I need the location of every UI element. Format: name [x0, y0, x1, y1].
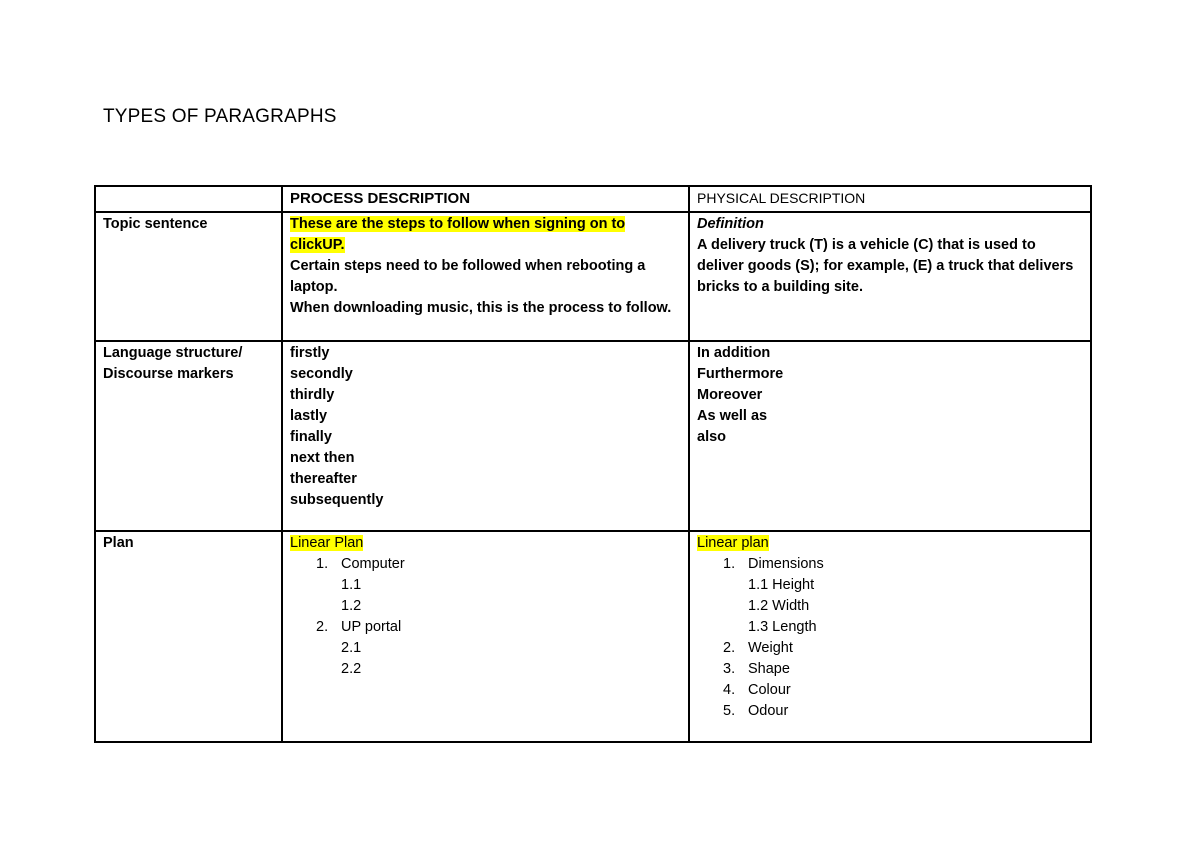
- marker-item: Moreover: [697, 387, 763, 403]
- physical-plan-cell: [689, 531, 1091, 742]
- plan-item: [290, 554, 681, 575]
- row-label-plan: Plan: [95, 531, 282, 742]
- topic-line: Certain steps need to be followed when rebooting a: [290, 258, 646, 274]
- plan-item: [697, 554, 1083, 575]
- highlighted-topic-line: clickUP.: [290, 237, 345, 253]
- header-cell-empty: [95, 186, 282, 212]
- table-row-topic-sentence: [95, 212, 1091, 341]
- process-markers-cell: [282, 341, 689, 531]
- plan-subitem: 2.2: [341, 661, 362, 677]
- marker-item: In addition: [697, 345, 771, 361]
- definition-label: Definition: [697, 216, 764, 232]
- plan-item-number: 2.: [723, 640, 736, 656]
- plan-item-number: 4.: [723, 682, 736, 698]
- plan-item-number: 2.: [316, 619, 329, 635]
- topic-line: When downloading music, this is the process to follow.: [290, 300, 672, 316]
- plan-item-number: 1.: [316, 556, 329, 572]
- marker-item: thereafter: [290, 471, 357, 487]
- row-label-line: Language structure/: [103, 345, 243, 361]
- plan-item-text: Shape: [748, 661, 790, 677]
- row-label-line: Discourse markers: [103, 366, 234, 382]
- marker-item: finally: [290, 429, 332, 445]
- plan-heading: Linear plan: [697, 535, 769, 551]
- paragraph-types-table: [94, 185, 1092, 743]
- row-label-topic-sentence: Topic sentence: [95, 212, 282, 341]
- plan-item: [697, 659, 1083, 680]
- highlighted-topic-line: These are the steps to follow when signing on to: [290, 216, 626, 232]
- table-row-language-structure: [95, 341, 1091, 531]
- plan-subitem: 1.2 Width: [748, 598, 810, 614]
- plan-item-text: UP portal: [341, 619, 402, 635]
- process-plan-cell: [282, 531, 689, 742]
- marker-item: thirdly: [290, 387, 335, 403]
- page-title: TYPES OF PARAGRAPHS: [103, 106, 337, 127]
- marker-item: next then: [290, 450, 355, 466]
- marker-item: As well as: [697, 408, 768, 424]
- marker-item: also: [697, 429, 727, 445]
- plan-item-text: Weight: [748, 640, 793, 656]
- plan-item-text: Computer: [341, 556, 405, 572]
- marker-item: Furthermore: [697, 366, 784, 382]
- plan-subitem: 1.1 Height: [748, 577, 815, 593]
- table-header-row: [95, 186, 1091, 212]
- row-label-language-structure: [95, 341, 282, 531]
- definition-line: deliver goods (S); for example, (E) a truck that delivers: [697, 258, 1074, 274]
- plan-subitem: 2.1: [341, 640, 362, 656]
- plan-item-text: Odour: [748, 703, 789, 719]
- marker-item: secondly: [290, 366, 353, 382]
- marker-item: lastly: [290, 408, 328, 424]
- plan-subitem: 1.3 Length: [748, 619, 817, 635]
- plan-subitem: 1.1: [341, 577, 362, 593]
- physical-markers-cell: [689, 341, 1091, 531]
- plan-item: [697, 680, 1083, 701]
- plan-item-number: 5.: [723, 703, 736, 719]
- header-process-description: PROCESS DESCRIPTION: [282, 186, 689, 212]
- topic-line: laptop.: [290, 279, 338, 295]
- plan-heading: Linear Plan: [290, 535, 364, 551]
- plan-item: [697, 638, 1083, 659]
- plan-item-number: 1.: [723, 556, 736, 572]
- definition-line: A delivery truck (T) is a vehicle (C) that is used to: [697, 237, 1036, 253]
- topic-physical-cell: [689, 212, 1091, 341]
- plan-item: [697, 701, 1083, 722]
- plan-item-number: 3.: [723, 661, 736, 677]
- table-row-plan: [95, 531, 1091, 742]
- marker-item: subsequently: [290, 492, 384, 508]
- header-physical-description: PHYSICAL DESCRIPTION: [689, 186, 1091, 212]
- plan-item-text: Colour: [748, 682, 791, 698]
- plan-item: [290, 617, 681, 638]
- plan-item-text: Dimensions: [748, 556, 824, 572]
- topic-process-cell: [282, 212, 689, 341]
- marker-item: firstly: [290, 345, 330, 361]
- definition-line: bricks to a building site.: [697, 279, 863, 295]
- plan-subitem: 1.2: [341, 598, 362, 614]
